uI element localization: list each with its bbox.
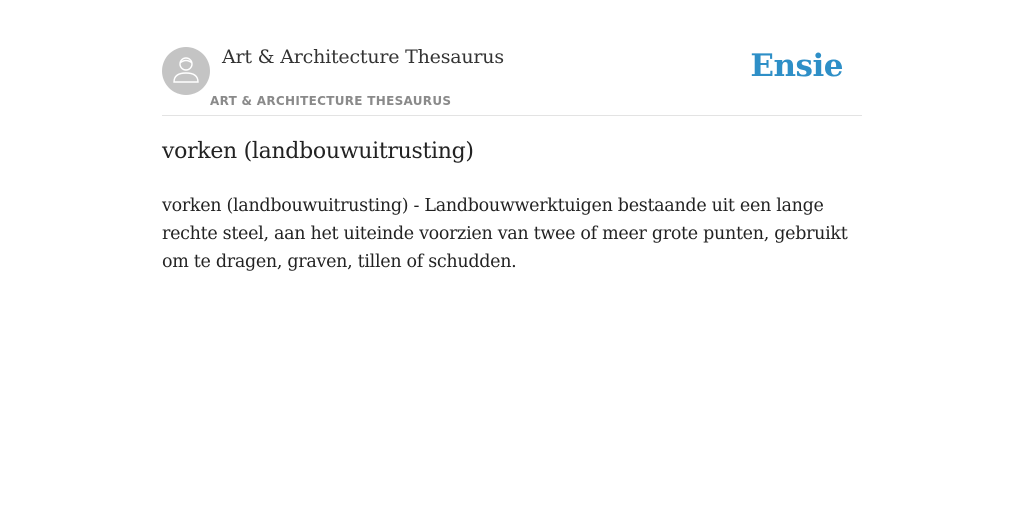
avatar[interactable]	[162, 47, 210, 95]
ensie-logo[interactable]: Ensie	[750, 48, 843, 84]
entry-header	[162, 0, 862, 116]
entry-definition: vorken (landbouwuitrusting) - Landbouwwerktuigen bestaande uit een lange rechte steel, aan het uiteinde voorzien van twee of meer grote punten, gebruikt om te dragen, graven, tillen of schudden.	[162, 196, 848, 272]
entry-title: vorken (landbouwuitrusting)	[162, 139, 474, 164]
author-name[interactable]: Art & Architecture Thesaurus	[222, 46, 504, 68]
page-container	[162, 0, 862, 272]
user-icon	[171, 54, 201, 88]
author-subtitle: ART & ARCHITECTURE THESAURUS	[210, 94, 452, 108]
